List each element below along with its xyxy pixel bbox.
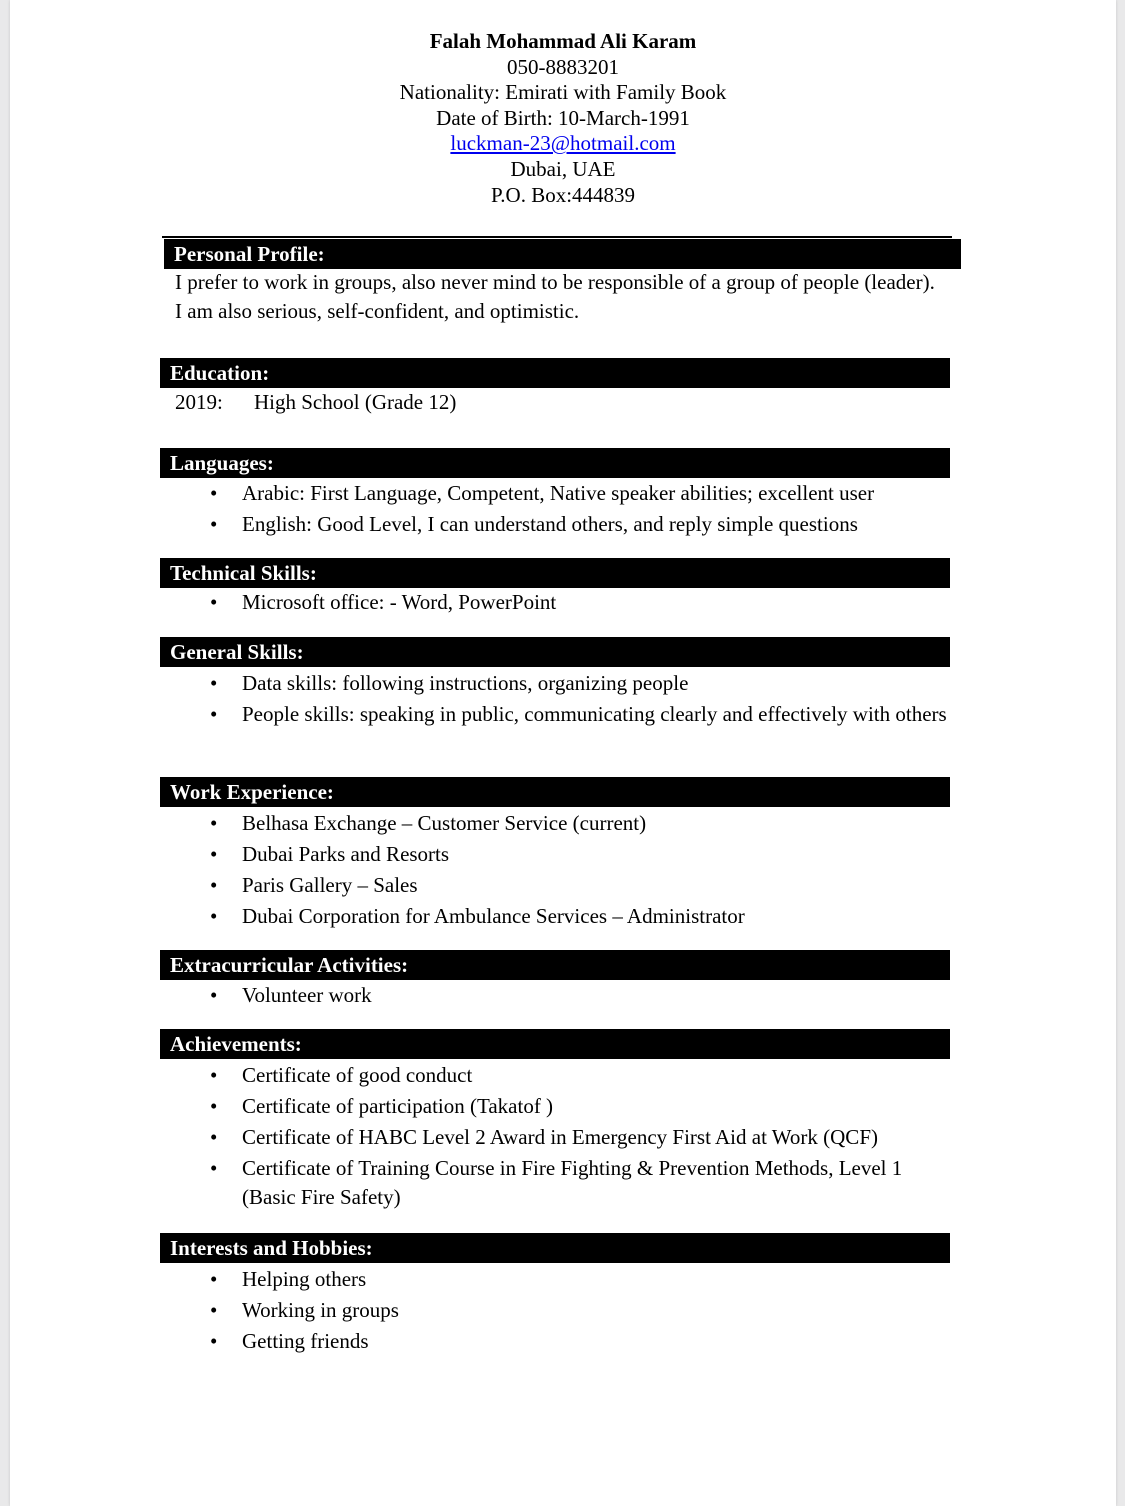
bullet-icon: • bbox=[210, 1094, 218, 1118]
email-link[interactable]: luckman-23@hotmail.com bbox=[450, 131, 676, 156]
date-of-birth: Date of Birth: 10-March-1991 bbox=[436, 105, 690, 130]
list-item: • Certificate of Training Course in Fire Fighting & Prevention Methods, Level 1 (Basic Fire Safety) bbox=[210, 1156, 903, 1209]
list-item: • Dubai Parks and Resorts bbox=[160, 840, 950, 869]
bullet-icon: • bbox=[210, 481, 218, 505]
section-heading-extracurricular: Extracurricular Activities: bbox=[160, 950, 950, 980]
education-entry bbox=[175, 388, 456, 417]
list-item: • Data skills: following instructions, organizing people bbox=[160, 669, 950, 698]
achievements-list bbox=[160, 1061, 950, 1214]
list-item: • Paris Gallery – Sales bbox=[160, 871, 950, 900]
bullet-icon: • bbox=[210, 1063, 218, 1087]
list-item: • Dubai Corporation for Ambulance Services – Administrator bbox=[160, 902, 950, 931]
section-heading-work-experience: Work Experience: bbox=[160, 777, 950, 807]
section-heading-technical-skills: Technical Skills: bbox=[160, 558, 950, 588]
bullet-icon: • bbox=[210, 1267, 218, 1291]
bullet-icon: • bbox=[210, 702, 218, 726]
list-item: • Certificate of good conduct bbox=[160, 1061, 950, 1090]
languages-list bbox=[160, 479, 950, 541]
education-year: 2019: bbox=[175, 390, 223, 414]
city: Dubai, UAE bbox=[510, 156, 616, 181]
list-item: • Arabic: First Language, Competent, Native speaker abilities; excellent user bbox=[160, 479, 950, 508]
bullet-icon: • bbox=[210, 1329, 218, 1353]
technical-skills-list bbox=[160, 588, 950, 619]
section-heading-general-skills: General Skills: bbox=[160, 637, 950, 667]
list-item: • English: Good Level, I can understand others, and reply simple questions bbox=[160, 510, 950, 539]
bullet-icon: • bbox=[210, 983, 218, 1007]
bullet-icon: • bbox=[210, 1156, 218, 1180]
bullet-icon: • bbox=[210, 842, 218, 866]
education-detail: High School (Grade 12) bbox=[254, 390, 457, 414]
bullet-icon: • bbox=[210, 1298, 218, 1322]
list-item: • Working in groups bbox=[160, 1296, 950, 1325]
bullet-icon: • bbox=[210, 904, 218, 928]
work-experience-list bbox=[160, 809, 950, 933]
profile-text: I prefer to work in groups, also never mind to be responsible of a group of people (leader). I am also serious, self-confident, and optimistic. bbox=[175, 270, 935, 323]
nationality: Nationality: Emirati with Family Book bbox=[399, 80, 727, 105]
list-item: • Certificate of HABC Level 2 Award in Emergency First Aid at Work (QCF) bbox=[160, 1123, 950, 1152]
section-heading-interests: Interests and Hobbies: bbox=[160, 1233, 950, 1263]
section-heading-profile: Personal Profile: bbox=[164, 239, 961, 269]
extracurricular-list bbox=[160, 981, 950, 1012]
list-item: • Volunteer work bbox=[160, 981, 950, 1010]
section-heading-education: Education: bbox=[160, 358, 950, 388]
bullet-icon: • bbox=[210, 873, 218, 897]
section-heading-achievements: Achievements: bbox=[160, 1029, 950, 1059]
resume-page bbox=[10, 0, 1116, 1506]
list-item: • People skills: speaking in public, communicating clearly and effectively with others bbox=[160, 700, 950, 729]
list-item: • Helping others bbox=[160, 1265, 950, 1294]
candidate-name: Falah Mohammad Ali Karam bbox=[429, 29, 697, 53]
bullet-icon: • bbox=[210, 811, 218, 835]
interests-list bbox=[160, 1265, 950, 1358]
bullet-icon: • bbox=[210, 1125, 218, 1149]
po-box: P.O. Box:444839 bbox=[490, 182, 636, 207]
phone-number: 050-8883201 bbox=[507, 54, 619, 79]
contact-header bbox=[10, 29, 1116, 208]
header-divider bbox=[162, 236, 952, 238]
list-item: • Microsoft office: - Word, PowerPoint bbox=[160, 588, 950, 617]
general-skills-list bbox=[160, 669, 950, 731]
bullet-icon: • bbox=[210, 671, 218, 695]
list-item: • Belhasa Exchange – Customer Service (current) bbox=[160, 809, 950, 838]
bullet-icon: • bbox=[210, 512, 218, 536]
bullet-icon: • bbox=[210, 590, 218, 614]
section-heading-languages: Languages: bbox=[160, 448, 950, 478]
list-item: • Getting friends bbox=[160, 1327, 950, 1356]
list-item: • Certificate of participation (Takatof ) bbox=[160, 1092, 950, 1121]
